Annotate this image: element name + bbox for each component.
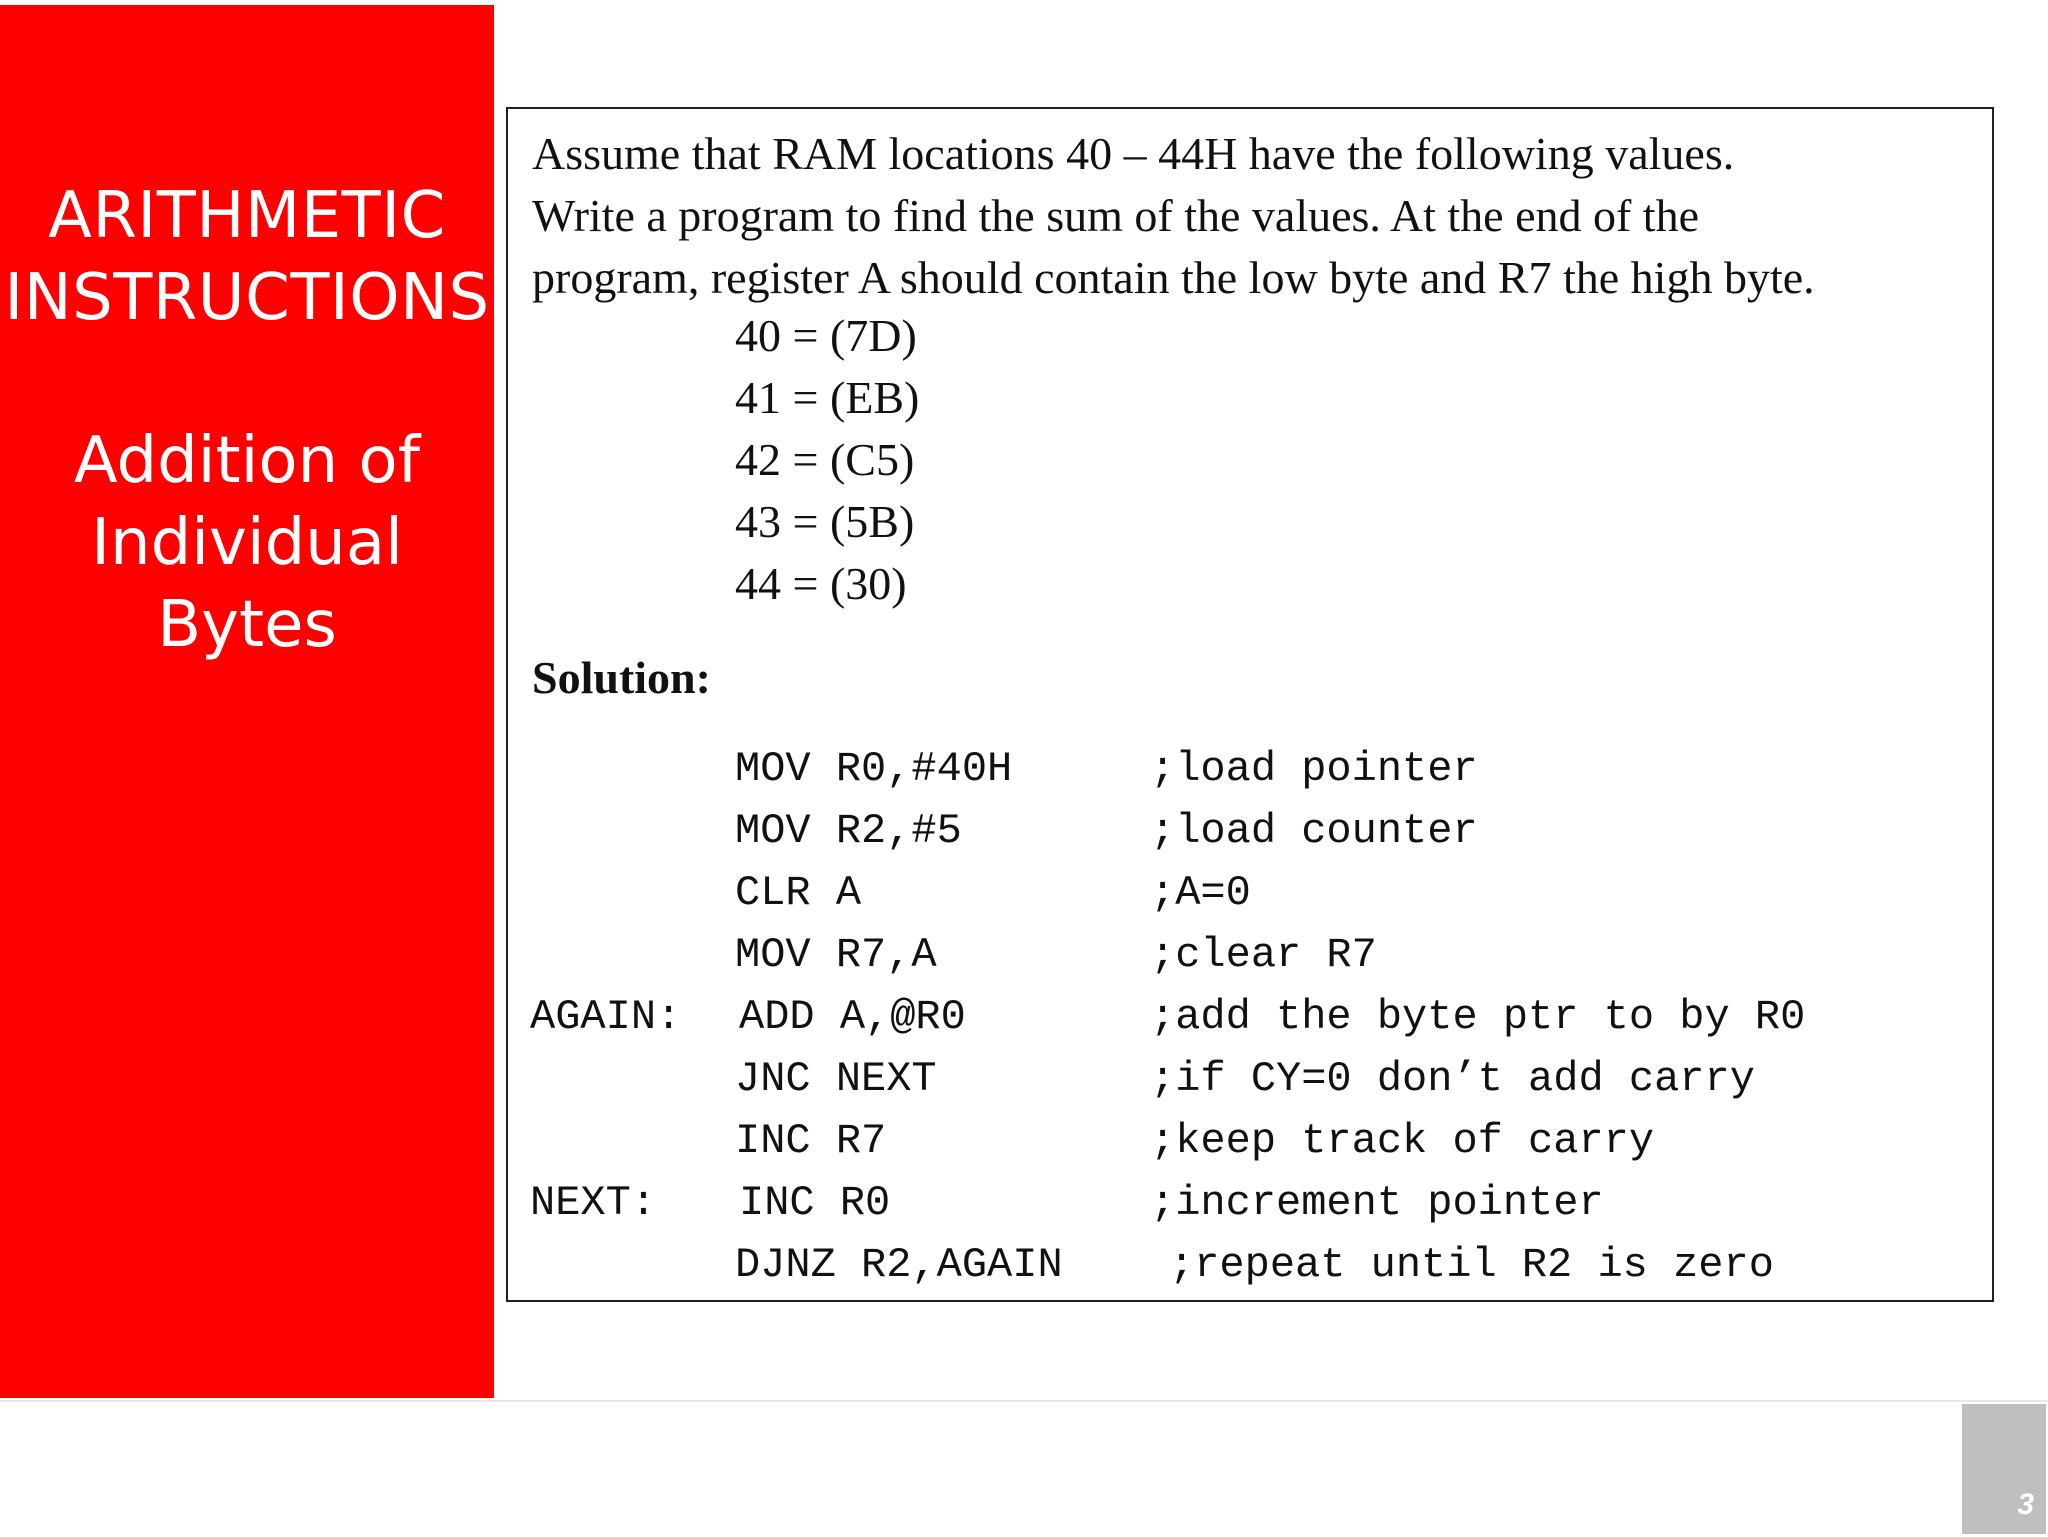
ram-value-42: 42 = (C5) bbox=[735, 434, 915, 485]
ram-value-41: 41 = (EB) bbox=[735, 372, 920, 423]
code-instruction: MOV R2,#5 bbox=[735, 807, 962, 855]
code-comment: ;increment pointer bbox=[1150, 1179, 1604, 1227]
code-instruction: MOV R0,#40H bbox=[735, 745, 1013, 793]
code-label: NEXT: bbox=[530, 1179, 657, 1227]
code-instruction: CLR A bbox=[735, 869, 862, 917]
problem-box bbox=[506, 107, 1994, 1302]
ram-value-44: 44 = (30) bbox=[735, 558, 907, 609]
section-subtitle: Addition of Individual Bytes bbox=[73, 424, 421, 662]
code-comment: ;A=0 bbox=[1150, 869, 1251, 917]
problem-line-1: Assume that RAM locations 40 – 44H have the following values. bbox=[532, 128, 1735, 179]
section-title: ARITHMETIC INSTRUCTIONS bbox=[4, 179, 490, 335]
code-instruction: DJNZ R2,AGAIN bbox=[735, 1241, 1063, 1289]
code-comment: ;if CY=0 don’t add carry bbox=[1150, 1055, 1755, 1103]
problem-line-3: program, register A should contain the low byte and R7 the high byte. bbox=[532, 252, 1815, 303]
code-instruction: INC R0 bbox=[739, 1179, 891, 1227]
code-comment: ;add the byte ptr to by R0 bbox=[1150, 993, 1806, 1041]
footer-divider bbox=[0, 1400, 2048, 1402]
ram-value-43: 43 = (5B) bbox=[735, 496, 915, 547]
code-comment: ;clear R7 bbox=[1150, 931, 1377, 979]
page-number: 3 bbox=[2017, 1488, 2034, 1521]
page-number-box bbox=[1962, 1404, 2046, 1534]
problem-line-2: Write a program to find the sum of the values. At the end of the bbox=[532, 190, 1700, 241]
code-comment: ;keep track of carry bbox=[1150, 1117, 1655, 1165]
code-comment: ;repeat until R2 is zero bbox=[1169, 1241, 1774, 1289]
code-instruction: JNC NEXT bbox=[735, 1055, 937, 1103]
code-comment: ;load counter bbox=[1150, 807, 1478, 855]
code-label: AGAIN: bbox=[530, 993, 682, 1041]
code-instruction: MOV R7,A bbox=[735, 931, 937, 979]
code-comment: ;load pointer bbox=[1150, 745, 1478, 793]
solution-label: Solution: bbox=[532, 652, 711, 703]
code-instruction: INC R7 bbox=[735, 1117, 887, 1165]
code-instruction: ADD A,@R0 bbox=[739, 993, 966, 1041]
ram-value-40: 40 = (7D) bbox=[735, 310, 917, 361]
sidebar-panel bbox=[0, 5, 494, 1398]
